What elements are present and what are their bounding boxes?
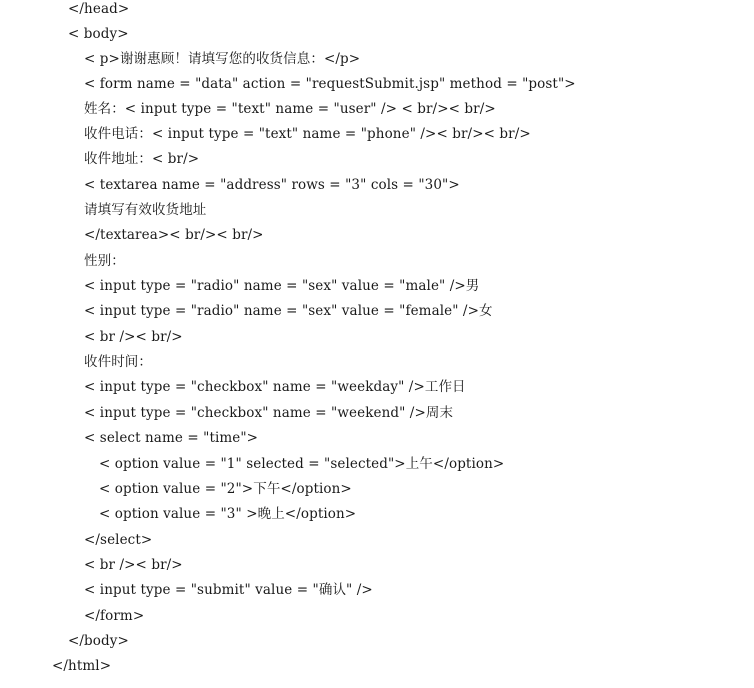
code-line: </head> bbox=[68, 1, 130, 17]
code-line: 姓名：< input type = "text" name = "user" /> < br/>< br/> bbox=[84, 101, 496, 117]
code-line: < input type = "checkbox" name = "weekday" />工作日 bbox=[84, 379, 466, 395]
code-line: 收件时间： bbox=[84, 354, 152, 370]
code-line: 性别： bbox=[84, 253, 125, 269]
code-line: </body> bbox=[68, 633, 129, 649]
code-line: < option value = "2">下午</option> bbox=[99, 481, 352, 497]
code-line: < select name = "time"> bbox=[84, 430, 259, 446]
code-line: < input type = "radio" name = "sex" value = "female" />女 bbox=[84, 303, 493, 319]
code-line: < option value = "1" selected = "selected">上午</option> bbox=[99, 456, 505, 472]
code-line: 请填写有效收货地址 bbox=[84, 202, 207, 218]
code-line: < form name = "data" action = "requestSubmit.jsp" method = "post"> bbox=[84, 76, 576, 92]
code-line: < option value = "3" >晚上</option> bbox=[99, 506, 357, 522]
code-line: < input type = "submit" value = "确认" /> bbox=[84, 582, 373, 598]
code-line: 收件电话：< input type = "text" name = "phone" />< br/>< br/> bbox=[84, 126, 531, 142]
code-line: </select> bbox=[84, 532, 153, 548]
code-line: < p>谢谢惠顾！请填写您的收货信息：</p> bbox=[84, 51, 361, 67]
code-line: 收件地址：< br/> bbox=[84, 151, 200, 167]
code-line: </form> bbox=[84, 608, 145, 624]
code-line: </html> bbox=[52, 658, 112, 674]
code-line: </textarea>< br/>< br/> bbox=[84, 227, 264, 243]
code-line: < textarea name = "address" rows = "3" cols = "30"> bbox=[84, 177, 460, 193]
code-line: < br />< br/> bbox=[84, 329, 183, 345]
code-line: < body> bbox=[68, 26, 129, 42]
code-line: < br />< br/> bbox=[84, 557, 183, 573]
code-line: < input type = "checkbox" name = "weekend" />周末 bbox=[84, 405, 454, 421]
code-line: < input type = "radio" name = "sex" value = "male" />男 bbox=[84, 278, 480, 294]
